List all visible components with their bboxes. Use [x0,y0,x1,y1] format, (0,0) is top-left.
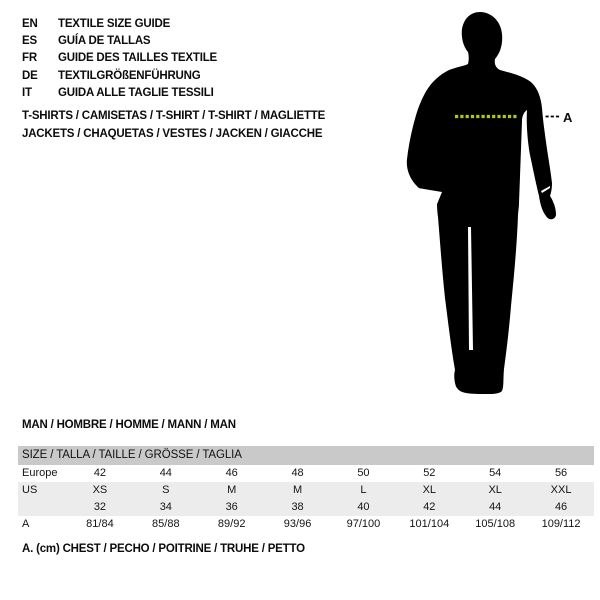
size-value: 109/112 [541,518,581,530]
size-value: 38 [291,501,304,513]
size-value: 40 [357,501,370,513]
size-value: 44 [159,467,172,479]
row-label: A [22,518,30,530]
row-label [18,499,67,516]
section-title-man: MAN / HOMBRE / HOMME / MANN / MAN [22,419,236,431]
size-value: 42 [423,501,436,513]
man-silhouette-svg [402,5,572,400]
size-value: M [292,484,303,496]
size-table [18,446,594,533]
language-row [22,15,217,32]
language-row [22,84,217,101]
language-code: EN [22,17,38,30]
language-label: GUIDE DES TAILLES TEXTILE [58,52,217,65]
language-code: ES [22,34,37,47]
size-value: L [360,484,367,496]
size-value: 32 [93,501,107,513]
category-line-jackets: JACKETS / CHAQUETAS / VESTES / JACKEN / GIACCHE [22,127,323,140]
size-value: XXL [550,484,572,496]
table-row-europe [18,465,594,482]
category-block [22,108,325,143]
table-row-us [18,482,594,499]
row-label: US [22,484,38,496]
language-label: GUIDA ALLE TAGLIE TESSILI [58,86,214,99]
size-value: 105/108 [475,518,516,530]
size-value: 101/104 [409,518,450,530]
language-code: IT [22,86,32,99]
language-label: GUÍA DE TALLAS [58,34,151,47]
size-value: 85/88 [152,518,180,530]
size-value: S [162,484,170,496]
size-value: 97/100 [346,518,381,530]
man-silhouette-figure [402,5,572,400]
category-line-tshirts: T-SHIRTS / CAMISETAS / T-SHIRT / T-SHIRT / MAGLIETTE [22,110,326,122]
language-label: TEXTILE SIZE GUIDE [58,17,171,30]
size-value: 54 [489,467,502,479]
language-list [22,15,217,101]
man-silhouette [407,12,556,394]
table-row-chest-a [18,516,594,533]
language-code: DE [22,69,38,82]
table-row-us-numeric [18,499,594,516]
language-label: TEXTILGRÖßENFÜHRUNG [58,69,201,82]
size-value: 89/92 [217,518,246,530]
language-row [22,67,217,84]
size-value: 42 [93,467,107,479]
size-value: 46 [554,501,568,513]
size-value: 50 [357,467,370,479]
size-value: 34 [159,501,172,513]
row-label: Europe [22,467,58,479]
us-rows-stripe [18,482,594,516]
size-value: 81/84 [86,518,114,530]
size-value: XS [92,484,108,496]
size-value: 36 [225,501,238,513]
language-row [22,50,217,67]
size-value: 52 [423,467,436,479]
size-value: XL [422,484,437,496]
measure-label-a: A [563,110,572,125]
size-value: 93/96 [283,518,312,530]
language-code: FR [22,52,37,65]
size-value: 48 [291,467,304,479]
size-value: 44 [489,501,502,513]
size-value: M [227,484,237,496]
size-value: XL [488,484,502,496]
measurement-footnote: A. (cm) CHEST / PECHO / POITRINE / TRUHE / PETTO [22,543,305,555]
size-value: 56 [554,467,568,479]
size-value: 46 [225,467,238,479]
language-row [22,32,217,49]
size-table-header: SIZE / TALLA / TAILLE / GRÖSSE / TAGLIA [18,446,594,465]
